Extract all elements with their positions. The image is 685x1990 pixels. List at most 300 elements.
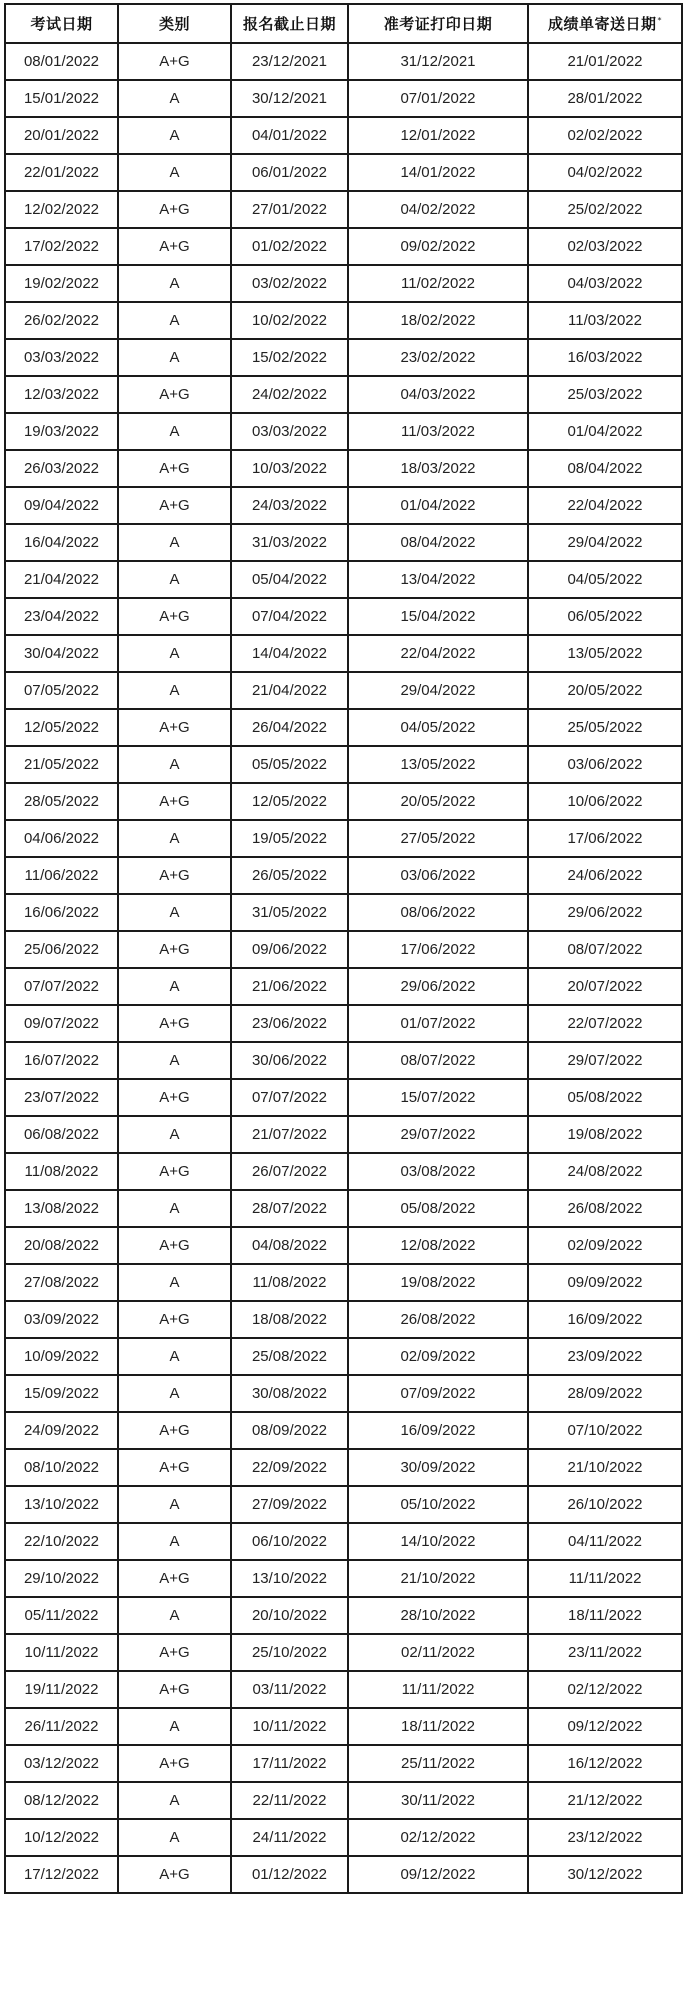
admission-ticket-print-date-cell: 03/08/2022 bbox=[348, 1153, 528, 1190]
table-row bbox=[5, 820, 682, 857]
table-row bbox=[5, 894, 682, 931]
table-row bbox=[5, 783, 682, 820]
exam-schedule-table bbox=[4, 3, 683, 1894]
registration-deadline-cell: 27/09/2022 bbox=[231, 1486, 348, 1523]
registration-deadline-cell: 15/02/2022 bbox=[231, 339, 348, 376]
score-report-mail-date-cell: 07/10/2022 bbox=[528, 1412, 682, 1449]
admission-ticket-print-date-cell: 02/12/2022 bbox=[348, 1819, 528, 1856]
registration-deadline-cell: 05/04/2022 bbox=[231, 561, 348, 598]
table-row bbox=[5, 1671, 682, 1708]
exam-date-cell: 09/04/2022 bbox=[5, 487, 118, 524]
registration-deadline-cell: 13/10/2022 bbox=[231, 1560, 348, 1597]
exam-date-cell: 07/05/2022 bbox=[5, 672, 118, 709]
exam-date-cell: 22/10/2022 bbox=[5, 1523, 118, 1560]
table-row bbox=[5, 931, 682, 968]
registration-deadline-cell: 07/04/2022 bbox=[231, 598, 348, 635]
admission-ticket-print-date-cell: 04/02/2022 bbox=[348, 191, 528, 228]
category-cell: A+G bbox=[118, 376, 231, 413]
table-row bbox=[5, 1782, 682, 1819]
admission-ticket-print-date-cell: 30/11/2022 bbox=[348, 1782, 528, 1819]
table-row bbox=[5, 1153, 682, 1190]
table-row bbox=[5, 857, 682, 894]
table-row bbox=[5, 1079, 682, 1116]
category-cell: A bbox=[118, 672, 231, 709]
table-row bbox=[5, 265, 682, 302]
score-report-mail-date-cell: 24/08/2022 bbox=[528, 1153, 682, 1190]
score-report-mail-date-cell: 01/04/2022 bbox=[528, 413, 682, 450]
exam-date-cell: 21/04/2022 bbox=[5, 561, 118, 598]
registration-deadline-cell: 21/07/2022 bbox=[231, 1116, 348, 1153]
category-cell: A+G bbox=[118, 228, 231, 265]
score-report-mail-date-cell: 26/10/2022 bbox=[528, 1486, 682, 1523]
category-cell: A+G bbox=[118, 1856, 231, 1893]
registration-deadline-cell: 28/07/2022 bbox=[231, 1190, 348, 1227]
exam-date-cell: 17/12/2022 bbox=[5, 1856, 118, 1893]
exam-date-cell: 21/05/2022 bbox=[5, 746, 118, 783]
category-cell: A+G bbox=[118, 1634, 231, 1671]
table-row bbox=[5, 1190, 682, 1227]
exam-date-cell: 20/08/2022 bbox=[5, 1227, 118, 1264]
category-cell: A bbox=[118, 117, 231, 154]
category-cell: A bbox=[118, 80, 231, 117]
table-row bbox=[5, 1597, 682, 1634]
exam-date-cell: 19/03/2022 bbox=[5, 413, 118, 450]
category-cell: A+G bbox=[118, 783, 231, 820]
exam-date-cell: 16/04/2022 bbox=[5, 524, 118, 561]
admission-ticket-print-date-cell: 18/02/2022 bbox=[348, 302, 528, 339]
admission-ticket-print-date-cell: 26/08/2022 bbox=[348, 1301, 528, 1338]
admission-ticket-print-date-cell: 05/08/2022 bbox=[348, 1190, 528, 1227]
table-row bbox=[5, 1634, 682, 1671]
score-report-mail-date-cell: 10/06/2022 bbox=[528, 783, 682, 820]
admission-ticket-print-date-cell: 07/09/2022 bbox=[348, 1375, 528, 1412]
category-cell: A bbox=[118, 1190, 231, 1227]
exam-date-cell: 06/08/2022 bbox=[5, 1116, 118, 1153]
admission-ticket-print-date-cell: 13/05/2022 bbox=[348, 746, 528, 783]
table-row bbox=[5, 1264, 682, 1301]
registration-deadline-cell: 03/02/2022 bbox=[231, 265, 348, 302]
header-score-report-mail-date bbox=[528, 4, 682, 43]
table-row bbox=[5, 191, 682, 228]
table-row bbox=[5, 376, 682, 413]
table-row bbox=[5, 746, 682, 783]
category-cell: A+G bbox=[118, 1153, 231, 1190]
registration-deadline-cell: 19/05/2022 bbox=[231, 820, 348, 857]
admission-ticket-print-date-cell: 29/04/2022 bbox=[348, 672, 528, 709]
category-cell: A+G bbox=[118, 857, 231, 894]
header-admission-ticket-print-date: 准考证打印日期 bbox=[348, 4, 528, 43]
admission-ticket-print-date-cell: 01/07/2022 bbox=[348, 1005, 528, 1042]
table-row bbox=[5, 968, 682, 1005]
exam-date-cell: 20/01/2022 bbox=[5, 117, 118, 154]
score-report-mail-date-cell: 30/12/2022 bbox=[528, 1856, 682, 1893]
score-report-mail-date-cell: 02/02/2022 bbox=[528, 117, 682, 154]
category-cell: A bbox=[118, 1708, 231, 1745]
table-row bbox=[5, 1412, 682, 1449]
registration-deadline-cell: 27/01/2022 bbox=[231, 191, 348, 228]
registration-deadline-cell: 26/05/2022 bbox=[231, 857, 348, 894]
admission-ticket-print-date-cell: 15/04/2022 bbox=[348, 598, 528, 635]
score-report-mail-date-cell: 20/05/2022 bbox=[528, 672, 682, 709]
score-report-mail-date-cell: 29/04/2022 bbox=[528, 524, 682, 561]
exam-date-cell: 15/09/2022 bbox=[5, 1375, 118, 1412]
admission-ticket-print-date-cell: 12/01/2022 bbox=[348, 117, 528, 154]
exam-date-cell: 29/10/2022 bbox=[5, 1560, 118, 1597]
admission-ticket-print-date-cell: 11/03/2022 bbox=[348, 413, 528, 450]
category-cell: A+G bbox=[118, 1227, 231, 1264]
score-report-mail-date-cell: 28/01/2022 bbox=[528, 80, 682, 117]
category-cell: A+G bbox=[118, 1412, 231, 1449]
table-row bbox=[5, 80, 682, 117]
admission-ticket-print-date-cell: 20/05/2022 bbox=[348, 783, 528, 820]
score-report-mail-date-cell: 06/05/2022 bbox=[528, 598, 682, 635]
admission-ticket-print-date-cell: 28/10/2022 bbox=[348, 1597, 528, 1634]
score-report-mail-date-cell: 02/12/2022 bbox=[528, 1671, 682, 1708]
registration-deadline-cell: 22/09/2022 bbox=[231, 1449, 348, 1486]
admission-ticket-print-date-cell: 04/05/2022 bbox=[348, 709, 528, 746]
category-cell: A bbox=[118, 561, 231, 598]
registration-deadline-cell: 11/08/2022 bbox=[231, 1264, 348, 1301]
exam-date-cell: 10/11/2022 bbox=[5, 1634, 118, 1671]
score-report-mail-date-cell: 25/05/2022 bbox=[528, 709, 682, 746]
category-cell: A bbox=[118, 1116, 231, 1153]
score-report-mail-date-cell: 21/01/2022 bbox=[528, 43, 682, 80]
registration-deadline-cell: 26/07/2022 bbox=[231, 1153, 348, 1190]
category-cell: A+G bbox=[118, 1079, 231, 1116]
registration-deadline-cell: 10/02/2022 bbox=[231, 302, 348, 339]
table-header-row bbox=[5, 4, 682, 43]
table-row bbox=[5, 1745, 682, 1782]
registration-deadline-cell: 30/12/2021 bbox=[231, 80, 348, 117]
registration-deadline-cell: 01/12/2022 bbox=[231, 1856, 348, 1893]
table-row bbox=[5, 413, 682, 450]
category-cell: A bbox=[118, 1523, 231, 1560]
exam-date-cell: 03/09/2022 bbox=[5, 1301, 118, 1338]
registration-deadline-cell: 17/11/2022 bbox=[231, 1745, 348, 1782]
exam-date-cell: 28/05/2022 bbox=[5, 783, 118, 820]
category-cell: A+G bbox=[118, 1560, 231, 1597]
registration-deadline-cell: 24/03/2022 bbox=[231, 487, 348, 524]
exam-date-cell: 24/09/2022 bbox=[5, 1412, 118, 1449]
registration-deadline-cell: 03/03/2022 bbox=[231, 413, 348, 450]
admission-ticket-print-date-cell: 08/04/2022 bbox=[348, 524, 528, 561]
category-cell: A+G bbox=[118, 487, 231, 524]
exam-date-cell: 15/01/2022 bbox=[5, 80, 118, 117]
score-report-mail-date-cell: 04/02/2022 bbox=[528, 154, 682, 191]
table-row bbox=[5, 1301, 682, 1338]
exam-date-cell: 19/11/2022 bbox=[5, 1671, 118, 1708]
exam-date-cell: 12/05/2022 bbox=[5, 709, 118, 746]
admission-ticket-print-date-cell: 15/07/2022 bbox=[348, 1079, 528, 1116]
category-cell: A+G bbox=[118, 1745, 231, 1782]
category-cell: A bbox=[118, 339, 231, 376]
score-report-mail-date-cell: 17/06/2022 bbox=[528, 820, 682, 857]
score-report-mail-date-cell: 18/11/2022 bbox=[528, 1597, 682, 1634]
registration-deadline-cell: 25/08/2022 bbox=[231, 1338, 348, 1375]
score-report-mail-date-cell: 28/09/2022 bbox=[528, 1375, 682, 1412]
category-cell: A bbox=[118, 1042, 231, 1079]
category-cell: A bbox=[118, 1375, 231, 1412]
score-report-mail-date-cell: 21/10/2022 bbox=[528, 1449, 682, 1486]
registration-deadline-cell: 18/08/2022 bbox=[231, 1301, 348, 1338]
table-row bbox=[5, 487, 682, 524]
category-cell: A+G bbox=[118, 1301, 231, 1338]
score-report-mail-date-cell: 08/04/2022 bbox=[528, 450, 682, 487]
header-category: 类别 bbox=[118, 4, 231, 43]
registration-deadline-cell: 23/06/2022 bbox=[231, 1005, 348, 1042]
category-cell: A+G bbox=[118, 1449, 231, 1486]
table-row bbox=[5, 1338, 682, 1375]
score-report-mail-date-cell: 22/07/2022 bbox=[528, 1005, 682, 1042]
category-cell: A bbox=[118, 1486, 231, 1523]
exam-date-cell: 08/12/2022 bbox=[5, 1782, 118, 1819]
admission-ticket-print-date-cell: 18/03/2022 bbox=[348, 450, 528, 487]
registration-deadline-cell: 20/10/2022 bbox=[231, 1597, 348, 1634]
table-row bbox=[5, 524, 682, 561]
registration-deadline-cell: 10/03/2022 bbox=[231, 450, 348, 487]
exam-date-cell: 10/12/2022 bbox=[5, 1819, 118, 1856]
exam-date-cell: 08/01/2022 bbox=[5, 43, 118, 80]
exam-date-cell: 27/08/2022 bbox=[5, 1264, 118, 1301]
score-report-mail-date-cell: 26/08/2022 bbox=[528, 1190, 682, 1227]
registration-deadline-cell: 06/01/2022 bbox=[231, 154, 348, 191]
admission-ticket-print-date-cell: 31/12/2021 bbox=[348, 43, 528, 80]
category-cell: A+G bbox=[118, 43, 231, 80]
score-report-mail-date-cell: 25/03/2022 bbox=[528, 376, 682, 413]
admission-ticket-print-date-cell: 04/03/2022 bbox=[348, 376, 528, 413]
category-cell: A bbox=[118, 302, 231, 339]
exam-date-cell: 23/07/2022 bbox=[5, 1079, 118, 1116]
category-cell: A bbox=[118, 1264, 231, 1301]
admission-ticket-print-date-cell: 29/06/2022 bbox=[348, 968, 528, 1005]
admission-ticket-print-date-cell: 16/09/2022 bbox=[348, 1412, 528, 1449]
table-row bbox=[5, 117, 682, 154]
registration-deadline-cell: 10/11/2022 bbox=[231, 1708, 348, 1745]
admission-ticket-print-date-cell: 14/10/2022 bbox=[348, 1523, 528, 1560]
category-cell: A bbox=[118, 1782, 231, 1819]
score-report-mail-date-cell: 16/09/2022 bbox=[528, 1301, 682, 1338]
admission-ticket-print-date-cell: 17/06/2022 bbox=[348, 931, 528, 968]
registration-deadline-cell: 24/02/2022 bbox=[231, 376, 348, 413]
table-row bbox=[5, 1375, 682, 1412]
score-report-mail-date-cell: 11/11/2022 bbox=[528, 1560, 682, 1597]
table-row bbox=[5, 672, 682, 709]
registration-deadline-cell: 01/02/2022 bbox=[231, 228, 348, 265]
registration-deadline-cell: 14/04/2022 bbox=[231, 635, 348, 672]
score-report-mail-date-cell: 20/07/2022 bbox=[528, 968, 682, 1005]
score-report-mail-date-cell: 05/08/2022 bbox=[528, 1079, 682, 1116]
admission-ticket-print-date-cell: 22/04/2022 bbox=[348, 635, 528, 672]
header-exam-date: 考试日期 bbox=[5, 4, 118, 43]
exam-date-cell: 25/06/2022 bbox=[5, 931, 118, 968]
exam-date-cell: 16/06/2022 bbox=[5, 894, 118, 931]
exam-date-cell: 08/10/2022 bbox=[5, 1449, 118, 1486]
exam-date-cell: 11/06/2022 bbox=[5, 857, 118, 894]
table-row bbox=[5, 1819, 682, 1856]
exam-date-cell: 12/03/2022 bbox=[5, 376, 118, 413]
score-report-mail-date-cell: 23/09/2022 bbox=[528, 1338, 682, 1375]
category-cell: A+G bbox=[118, 191, 231, 228]
table-row bbox=[5, 302, 682, 339]
registration-deadline-cell: 04/08/2022 bbox=[231, 1227, 348, 1264]
score-report-mail-date-cell: 09/12/2022 bbox=[528, 1708, 682, 1745]
registration-deadline-cell: 21/04/2022 bbox=[231, 672, 348, 709]
category-cell: A bbox=[118, 413, 231, 450]
category-cell: A+G bbox=[118, 709, 231, 746]
exam-date-cell: 09/07/2022 bbox=[5, 1005, 118, 1042]
category-cell: A bbox=[118, 635, 231, 672]
exam-date-cell: 03/03/2022 bbox=[5, 339, 118, 376]
exam-date-cell: 16/07/2022 bbox=[5, 1042, 118, 1079]
admission-ticket-print-date-cell: 05/10/2022 bbox=[348, 1486, 528, 1523]
category-cell: A bbox=[118, 265, 231, 302]
admission-ticket-print-date-cell: 14/01/2022 bbox=[348, 154, 528, 191]
admission-ticket-print-date-cell: 12/08/2022 bbox=[348, 1227, 528, 1264]
table-row bbox=[5, 228, 682, 265]
score-report-mail-date-cell: 23/11/2022 bbox=[528, 1634, 682, 1671]
category-cell: A+G bbox=[118, 931, 231, 968]
exam-date-cell: 05/11/2022 bbox=[5, 1597, 118, 1634]
table-row bbox=[5, 709, 682, 746]
exam-date-cell: 30/04/2022 bbox=[5, 635, 118, 672]
score-report-mail-date-cell: 04/03/2022 bbox=[528, 265, 682, 302]
exam-date-cell: 12/02/2022 bbox=[5, 191, 118, 228]
admission-ticket-print-date-cell: 27/05/2022 bbox=[348, 820, 528, 857]
table-row bbox=[5, 43, 682, 80]
score-report-mail-date-cell: 29/07/2022 bbox=[528, 1042, 682, 1079]
exam-date-cell: 22/01/2022 bbox=[5, 154, 118, 191]
category-cell: A bbox=[118, 968, 231, 1005]
category-cell: A+G bbox=[118, 1671, 231, 1708]
table-row bbox=[5, 635, 682, 672]
registration-deadline-cell: 09/06/2022 bbox=[231, 931, 348, 968]
registration-deadline-cell: 04/01/2022 bbox=[231, 117, 348, 154]
admission-ticket-print-date-cell: 02/09/2022 bbox=[348, 1338, 528, 1375]
admission-ticket-print-date-cell: 08/06/2022 bbox=[348, 894, 528, 931]
table-row bbox=[5, 450, 682, 487]
table-body bbox=[5, 43, 682, 1893]
exam-date-cell: 17/02/2022 bbox=[5, 228, 118, 265]
exam-date-cell: 26/11/2022 bbox=[5, 1708, 118, 1745]
admission-ticket-print-date-cell: 01/04/2022 bbox=[348, 487, 528, 524]
admission-ticket-print-date-cell: 21/10/2022 bbox=[348, 1560, 528, 1597]
category-cell: A+G bbox=[118, 598, 231, 635]
table-row bbox=[5, 1708, 682, 1745]
registration-deadline-cell: 06/10/2022 bbox=[231, 1523, 348, 1560]
score-report-mail-date-cell: 16/12/2022 bbox=[528, 1745, 682, 1782]
table-row bbox=[5, 1856, 682, 1893]
score-report-mail-date-cell: 03/06/2022 bbox=[528, 746, 682, 783]
table-row bbox=[5, 1523, 682, 1560]
score-report-mail-date-cell: 04/11/2022 bbox=[528, 1523, 682, 1560]
table-row bbox=[5, 1449, 682, 1486]
score-report-mail-date-cell: 13/05/2022 bbox=[528, 635, 682, 672]
score-report-mail-date-cell: 04/05/2022 bbox=[528, 561, 682, 598]
exam-date-cell: 13/10/2022 bbox=[5, 1486, 118, 1523]
score-report-mail-date-cell: 11/03/2022 bbox=[528, 302, 682, 339]
footnote-mark: * bbox=[657, 16, 662, 25]
category-cell: A+G bbox=[118, 1005, 231, 1042]
table-row bbox=[5, 1042, 682, 1079]
exam-date-cell: 07/07/2022 bbox=[5, 968, 118, 1005]
table-row bbox=[5, 154, 682, 191]
category-cell: A+G bbox=[118, 450, 231, 487]
score-report-mail-date-cell: 23/12/2022 bbox=[528, 1819, 682, 1856]
admission-ticket-print-date-cell: 29/07/2022 bbox=[348, 1116, 528, 1153]
registration-deadline-cell: 30/08/2022 bbox=[231, 1375, 348, 1412]
registration-deadline-cell: 26/04/2022 bbox=[231, 709, 348, 746]
score-report-mail-date-cell: 21/12/2022 bbox=[528, 1782, 682, 1819]
admission-ticket-print-date-cell: 18/11/2022 bbox=[348, 1708, 528, 1745]
table-row bbox=[5, 339, 682, 376]
score-report-mail-date-cell: 24/06/2022 bbox=[528, 857, 682, 894]
header-registration-deadline: 报名截止日期 bbox=[231, 4, 348, 43]
category-cell: A bbox=[118, 1597, 231, 1634]
admission-ticket-print-date-cell: 08/07/2022 bbox=[348, 1042, 528, 1079]
table-row bbox=[5, 1560, 682, 1597]
admission-ticket-print-date-cell: 11/02/2022 bbox=[348, 265, 528, 302]
exam-date-cell: 26/02/2022 bbox=[5, 302, 118, 339]
score-report-mail-date-cell: 22/04/2022 bbox=[528, 487, 682, 524]
score-report-mail-date-cell: 29/06/2022 bbox=[528, 894, 682, 931]
exam-date-cell: 03/12/2022 bbox=[5, 1745, 118, 1782]
admission-ticket-print-date-cell: 23/02/2022 bbox=[348, 339, 528, 376]
exam-date-cell: 10/09/2022 bbox=[5, 1338, 118, 1375]
table-row bbox=[5, 1227, 682, 1264]
category-cell: A bbox=[118, 820, 231, 857]
registration-deadline-cell: 23/12/2021 bbox=[231, 43, 348, 80]
registration-deadline-cell: 22/11/2022 bbox=[231, 1782, 348, 1819]
table-row bbox=[5, 598, 682, 635]
category-cell: A bbox=[118, 1338, 231, 1375]
registration-deadline-cell: 21/06/2022 bbox=[231, 968, 348, 1005]
admission-ticket-print-date-cell: 09/12/2022 bbox=[348, 1856, 528, 1893]
exam-date-cell: 26/03/2022 bbox=[5, 450, 118, 487]
registration-deadline-cell: 24/11/2022 bbox=[231, 1819, 348, 1856]
admission-ticket-print-date-cell: 13/04/2022 bbox=[348, 561, 528, 598]
table-row bbox=[5, 1005, 682, 1042]
registration-deadline-cell: 03/11/2022 bbox=[231, 1671, 348, 1708]
score-report-mail-date-cell: 08/07/2022 bbox=[528, 931, 682, 968]
score-report-mail-date-cell: 16/03/2022 bbox=[528, 339, 682, 376]
admission-ticket-print-date-cell: 19/08/2022 bbox=[348, 1264, 528, 1301]
score-report-mail-date-cell: 09/09/2022 bbox=[528, 1264, 682, 1301]
table-row bbox=[5, 1486, 682, 1523]
registration-deadline-cell: 25/10/2022 bbox=[231, 1634, 348, 1671]
registration-deadline-cell: 08/09/2022 bbox=[231, 1412, 348, 1449]
exam-date-cell: 19/02/2022 bbox=[5, 265, 118, 302]
admission-ticket-print-date-cell: 25/11/2022 bbox=[348, 1745, 528, 1782]
exam-date-cell: 13/08/2022 bbox=[5, 1190, 118, 1227]
header-score-report-mail-date-label: 成绩单寄送日期 bbox=[547, 15, 657, 33]
registration-deadline-cell: 31/05/2022 bbox=[231, 894, 348, 931]
exam-date-cell: 11/08/2022 bbox=[5, 1153, 118, 1190]
exam-date-cell: 23/04/2022 bbox=[5, 598, 118, 635]
category-cell: A bbox=[118, 746, 231, 783]
table-row bbox=[5, 561, 682, 598]
admission-ticket-print-date-cell: 09/02/2022 bbox=[348, 228, 528, 265]
admission-ticket-print-date-cell: 30/09/2022 bbox=[348, 1449, 528, 1486]
registration-deadline-cell: 12/05/2022 bbox=[231, 783, 348, 820]
exam-date-cell: 04/06/2022 bbox=[5, 820, 118, 857]
score-report-mail-date-cell: 19/08/2022 bbox=[528, 1116, 682, 1153]
category-cell: A bbox=[118, 524, 231, 561]
category-cell: A bbox=[118, 1819, 231, 1856]
score-report-mail-date-cell: 02/03/2022 bbox=[528, 228, 682, 265]
table-row bbox=[5, 1116, 682, 1153]
category-cell: A bbox=[118, 894, 231, 931]
registration-deadline-cell: 07/07/2022 bbox=[231, 1079, 348, 1116]
